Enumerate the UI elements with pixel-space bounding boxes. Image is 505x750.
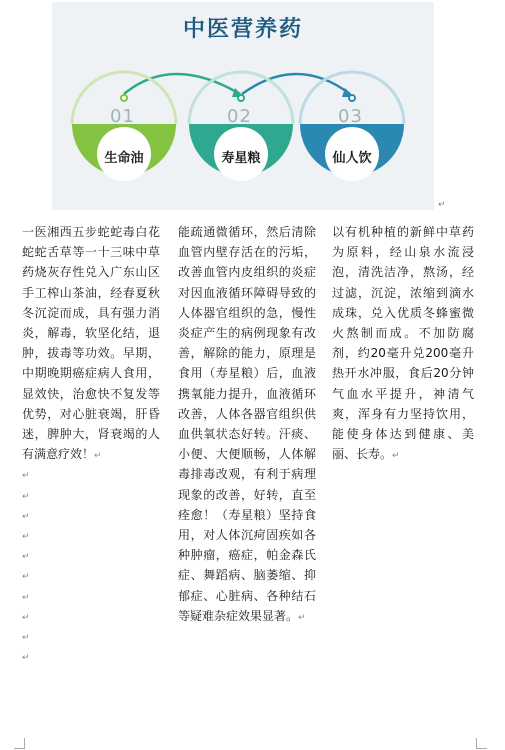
paragraph-mark-icon: ↵ <box>22 471 30 482</box>
page-corner-mark <box>476 738 487 749</box>
header-banner <box>52 2 434 210</box>
node-dot-3 <box>349 95 355 101</box>
item-1-number: 01 <box>110 106 135 127</box>
connector-arc-2 <box>242 74 350 94</box>
banner-title: 中医营养药 <box>182 17 303 42</box>
item-2-number: 02 <box>227 106 252 127</box>
item-3-label: 仙人饮 <box>332 151 372 166</box>
node-dot-2 <box>238 95 244 101</box>
node-dot-1 <box>121 95 127 101</box>
paragraph-mark-icon: ↵ <box>22 491 30 502</box>
column-3-text: 以有机种植的新鲜中草药为原料，经山泉水流浸泡，清洗洁净，熬汤，经过滤，沉淀，浓缩到滴水成珠，兑入优质冬蜂蜜微火熬制而成。不加防腐剂，约20毫升兑200毫升热开水冲服，食后20分钟气血水平提升，神清气爽，浑身有力坚持饮用，能使身体达到健康、美丽、长寿。 <box>332 225 474 462</box>
paragraph-mark-icon: ↵ <box>298 612 306 623</box>
paragraph-mark-icon: ↵ <box>94 451 102 462</box>
connector-arc-1 <box>124 74 240 94</box>
item-1-label: 生命油 <box>104 151 144 166</box>
paragraph-mark-icon: ↵ <box>22 592 30 603</box>
paragraph-mark-icon: ↵ <box>22 653 30 664</box>
paragraph-mark-icon: ↵ <box>22 511 30 522</box>
page-corner-mark <box>14 738 25 749</box>
column-2 <box>178 222 316 628</box>
item-3-number: 03 <box>338 106 363 127</box>
paragraph-mark-icon: ↵ <box>22 612 30 623</box>
paragraph-mark-icon: ↵ <box>392 451 400 462</box>
column-1 <box>22 222 160 668</box>
paragraph-mark-icon: ↵ <box>22 532 30 542</box>
column-3 <box>332 222 474 466</box>
paragraph-mark-icon: ↵ <box>22 632 30 643</box>
item-2-label: 寿星粮 <box>221 151 261 166</box>
paragraph-mark-icon: ↵ <box>22 572 30 583</box>
column-1-text: 一医湘西五步蛇蛇毒白花蛇蛇舌草等一十三味中草药烧灰存性兑入广东山区手工榨山茶油，经春夏秋冬沉淀而成，具有强力消炎，解毒，软坚化结，退肿，拔毒等功效。早期，中期晚期癌症病人食用，显效快，治愈快不复发等优势，对心脏衰竭，肝昏迷，脾肿大，肾衰竭的人有满意疗效！ <box>22 225 160 462</box>
paragraph-mark-icon: ↵ <box>22 552 30 563</box>
paragraph-mark-icon: ↵ <box>438 200 446 210</box>
column-2-text: 能疏通微循环，然后清除血管内壁存活在的污垢，改善血管内皮组织的炎症对因血液循环障碍导致的人体器官组织的急，慢性炎症产生的病例现象有改善，解除的能力，原理是食用（寿星粮）后，血液携氧能力提升，血液循环改善，人体各器官组织供血供氧状态好转。汗痰、小便、大便顺畅，人体解毒排毒改观，有利于病理现象的改善，好转，直至痊愈！（寿星粮）坚持食用，对人体沉疴固疾如各种肿瘤，癌症，帕金森氏症、舞蹈病、脑萎缩、抑郁症、心脏病、各种结石等疑难杂症效果显著。 <box>178 225 316 623</box>
